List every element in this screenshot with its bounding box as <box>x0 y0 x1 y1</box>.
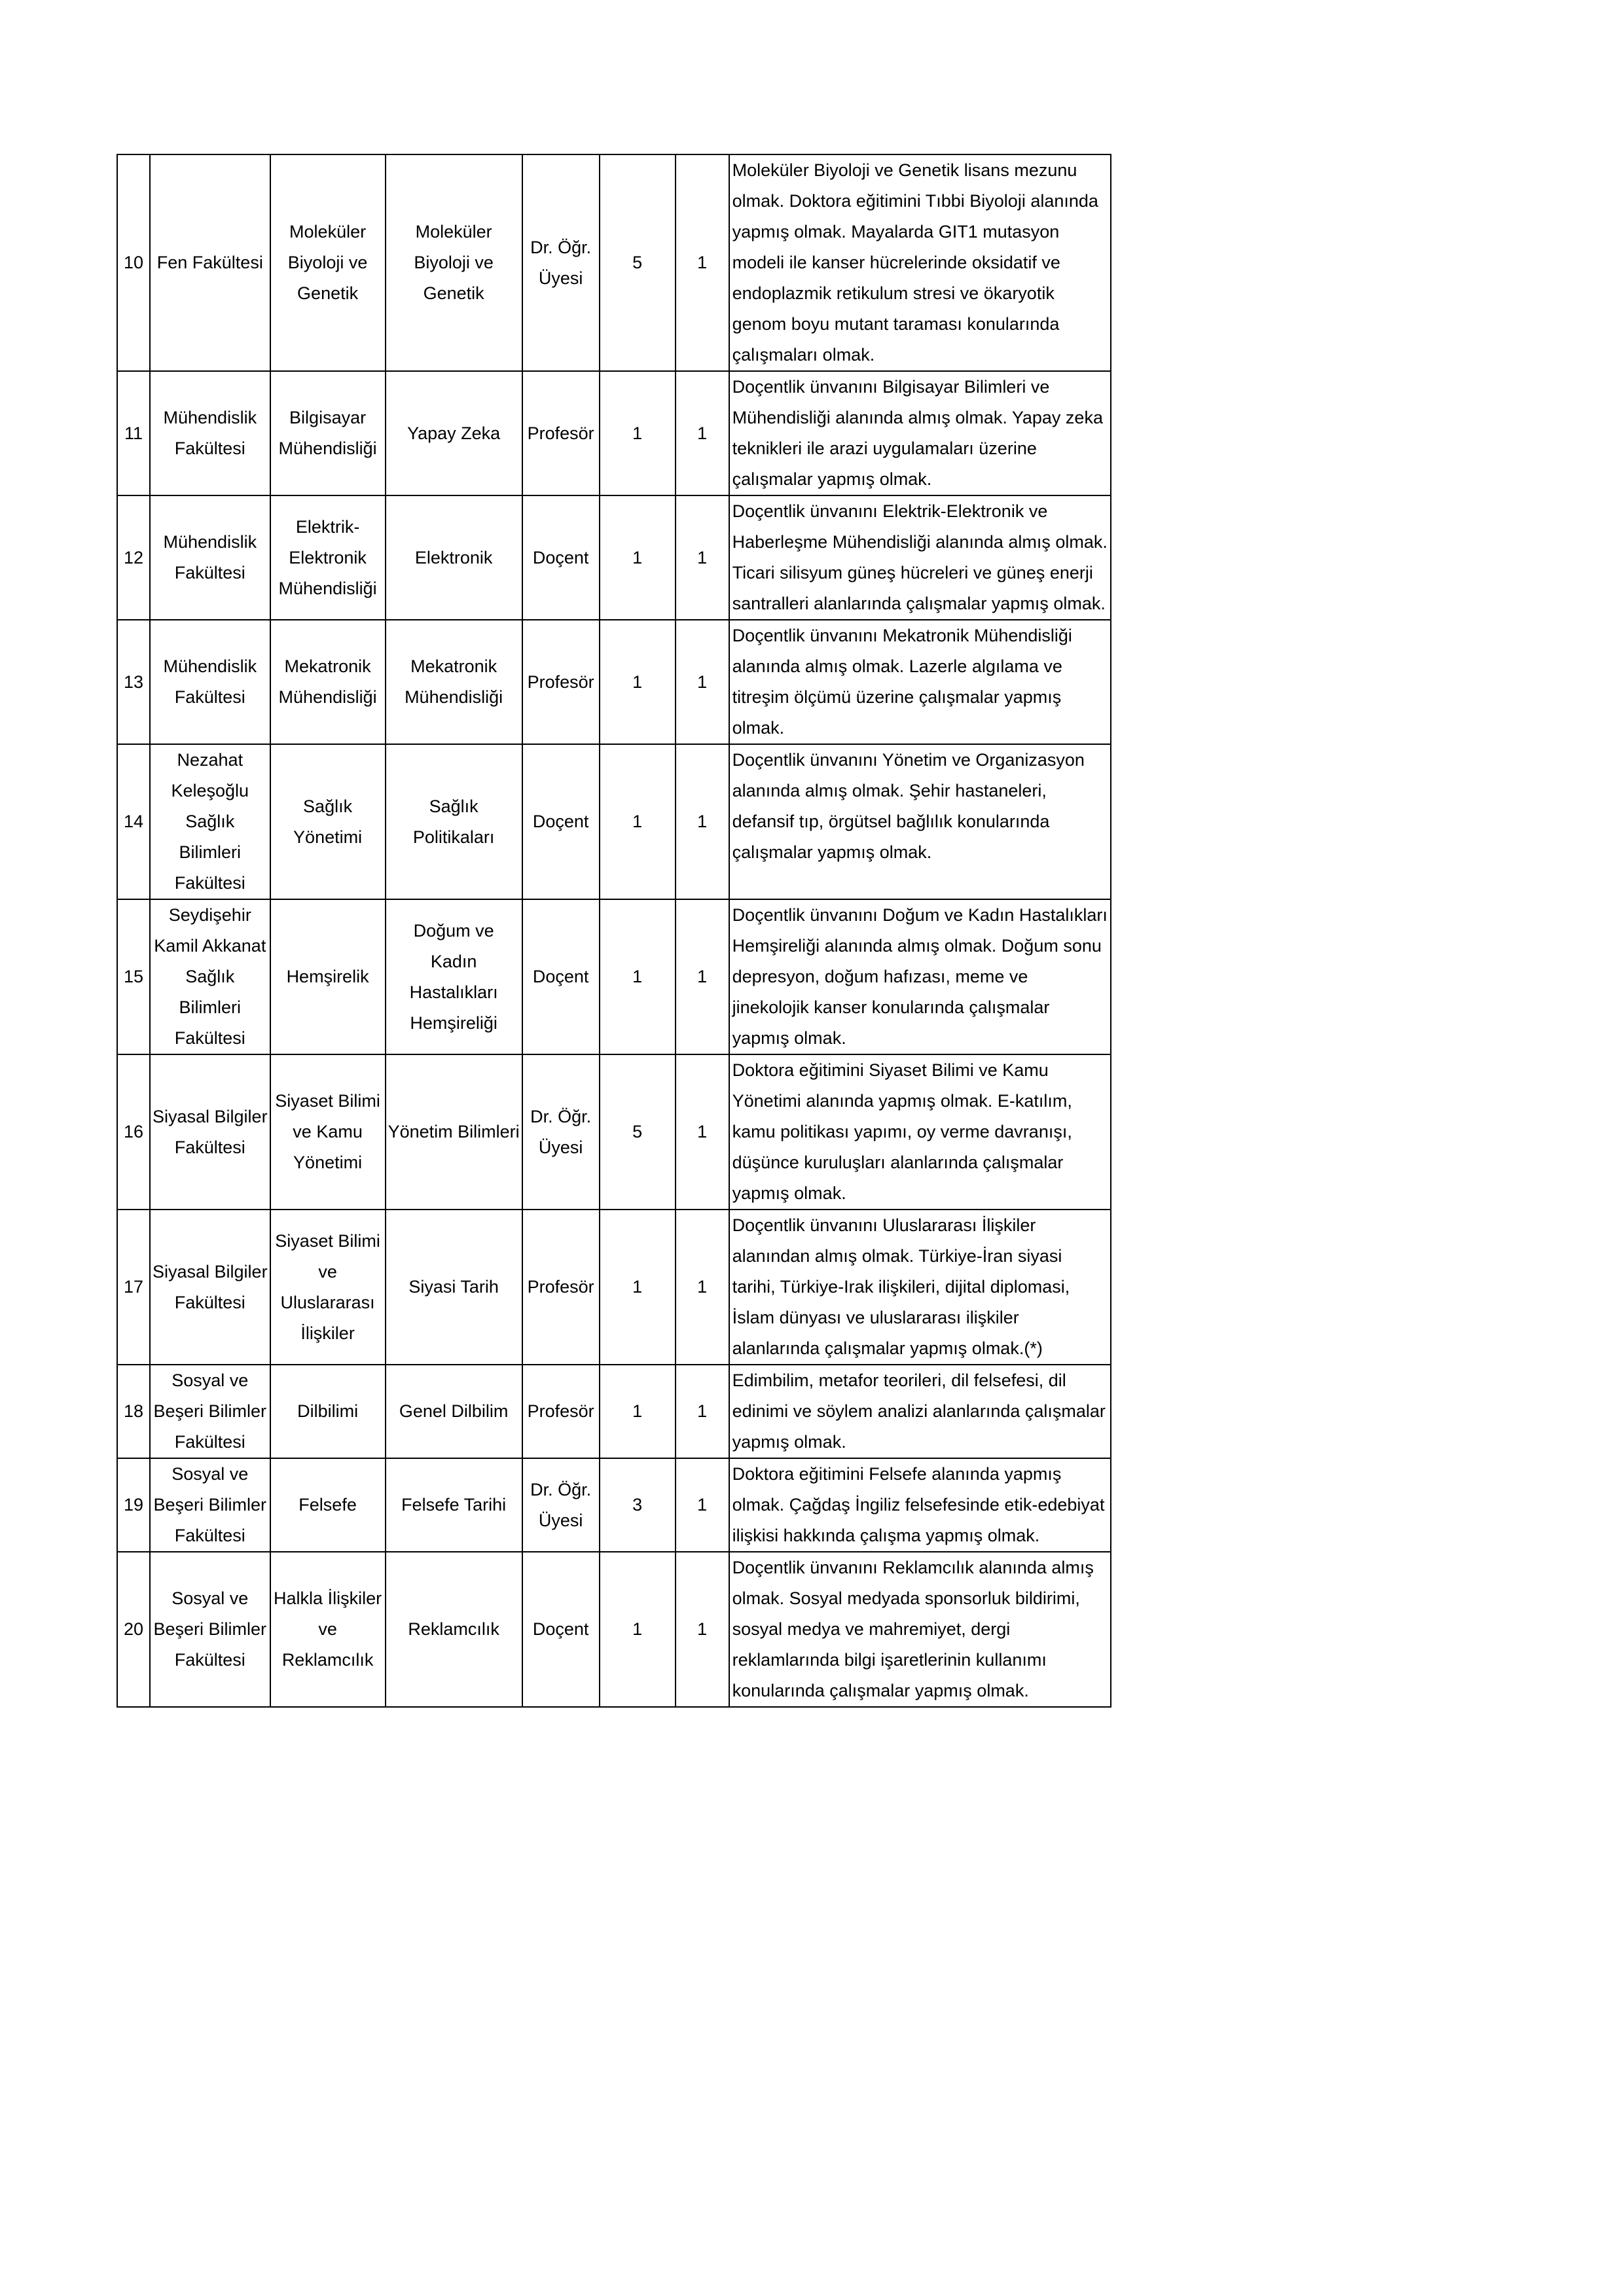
field-line: Kadın <box>430 951 477 971</box>
requirements-cell <box>729 620 1111 744</box>
faculty-line: Fakültesi <box>174 1526 245 1545</box>
field-cell <box>386 371 522 495</box>
table-row <box>117 371 1111 495</box>
academic-title-cell <box>522 371 600 495</box>
requirements-line: alanından almış olmak. Türkiye-İran siyasi <box>732 1246 1062 1266</box>
requirements-line: Doçentlik ünvanını Bilgisayar Bilimleri ve <box>732 377 1050 397</box>
department-line: ve <box>318 1261 337 1282</box>
position-count-cell: 1 <box>676 1458 729 1552</box>
department-cell <box>270 1458 386 1552</box>
academic-title-line: Profesör <box>527 423 594 443</box>
requirements-line: yapmış olmak. Mayalarda GIT1 mutasyon <box>732 222 1060 242</box>
department-line: Mühendisliği <box>278 687 377 707</box>
academic-title-line: Doçent <box>532 812 589 831</box>
field-cell <box>386 744 522 899</box>
department-line: Yönetimi <box>293 1153 363 1172</box>
faculty-line: Kamil Akkanat <box>154 936 266 956</box>
department-cell <box>270 620 386 744</box>
faculty-line: Keleşoğlu <box>171 781 249 800</box>
department-cell <box>270 154 386 371</box>
faculty-line: Fakültesi <box>174 1028 245 1048</box>
field-cell <box>386 495 522 620</box>
requirements-line: depresyon, doğum hafızası, meme ve <box>732 967 1028 986</box>
row-number-cell: 18 <box>117 1365 150 1458</box>
academic-title-cell <box>522 744 600 899</box>
requirements-cell <box>729 1365 1111 1458</box>
faculty-line: Sosyal ve <box>171 1464 249 1484</box>
faculty-cell <box>150 495 270 620</box>
faculty-line: Mühendislik <box>163 656 257 676</box>
faculty-line: Mühendislik <box>163 532 257 552</box>
degree-cell: 3 <box>600 1458 676 1552</box>
requirements-line: Doçentlik ünvanını Mekatronik Mühendisliği <box>732 626 1072 645</box>
faculty-line: Fakültesi <box>174 873 245 893</box>
field-line: Politikaları <box>412 827 495 847</box>
degree-cell: 1 <box>600 1365 676 1458</box>
academic-title-cell <box>522 154 600 371</box>
row-number-cell: 14 <box>117 744 150 899</box>
faculty-line: Sosyal ve <box>171 1588 249 1608</box>
table-row <box>117 899 1111 1054</box>
degree-cell: 5 <box>600 154 676 371</box>
department-line: İlişkiler <box>300 1323 355 1343</box>
academic-title-line: Dr. Öğr. <box>530 1106 592 1126</box>
requirements-line: olmak. Doktora eğitimini Tıbbi Biyoloji alanında <box>732 191 1098 211</box>
requirements-line: endoplazmik retikulum stresi ve ökaryotik <box>732 283 1055 303</box>
department-line: Halkla İlişkiler <box>274 1588 382 1608</box>
requirements-cell <box>729 744 1111 899</box>
requirements-line: Hemşireliği alanında almış olmak. Doğum sonu <box>732 936 1102 956</box>
row-number-cell: 19 <box>117 1458 150 1552</box>
staff-positions-table <box>117 154 1111 1708</box>
field-line: Genetik <box>423 283 484 303</box>
requirements-line: konularında çalışmalar yapmış olmak. <box>732 1681 1029 1700</box>
row-number-cell: 20 <box>117 1552 150 1707</box>
faculty-line: Fakültesi <box>174 1137 245 1157</box>
requirements-line: teknikleri ile arazi uygulamaları üzerine <box>732 439 1037 458</box>
requirements-line: olmak. Sosyal medyada sponsorluk bildirimi, <box>732 1588 1080 1608</box>
faculty-line: Fakültesi <box>174 1650 245 1670</box>
requirements-line: yapmış olmak. <box>732 1028 846 1048</box>
requirements-line: santralleri alanlarında çalışmalar yapmış olmak. <box>732 594 1106 613</box>
field-line: Reklamcılık <box>408 1619 499 1639</box>
academic-title-line: Doçent <box>532 547 589 567</box>
faculty-line: Fakültesi <box>174 1432 245 1452</box>
department-line: Uluslararası <box>280 1292 375 1312</box>
degree-cell: 5 <box>600 1054 676 1210</box>
faculty-cell <box>150 1365 270 1458</box>
faculty-line: Siyasal Bilgiler <box>153 1106 268 1126</box>
requirements-line: Doçentlik ünvanını Reklamcılık alanında almış <box>732 1558 1094 1577</box>
field-cell <box>386 1365 522 1458</box>
requirements-cell <box>729 495 1111 620</box>
position-count-cell: 1 <box>676 1054 729 1210</box>
department-cell <box>270 495 386 620</box>
table-row <box>117 495 1111 620</box>
faculty-line: Fakültesi <box>174 439 245 458</box>
field-cell <box>386 1552 522 1707</box>
table-body <box>117 154 1111 1707</box>
faculty-cell <box>150 1210 270 1365</box>
faculty-line: Sağlık <box>185 812 235 831</box>
row-number-cell: 16 <box>117 1054 150 1210</box>
field-cell <box>386 1458 522 1552</box>
row-number-cell: 15 <box>117 899 150 1054</box>
field-line: Sağlık <box>429 796 478 816</box>
requirements-cell <box>729 1054 1111 1210</box>
requirements-line: kamu politikası yapımı, oy verme davranışı, <box>732 1122 1072 1141</box>
requirements-line: genom boyu mutant taraması konularında <box>732 314 1060 334</box>
faculty-line: Seydişehir <box>168 905 251 925</box>
row-number-cell: 12 <box>117 495 150 620</box>
table-row <box>117 744 1111 899</box>
field-line: Mekatronik <box>410 656 497 676</box>
faculty-cell <box>150 1458 270 1552</box>
faculty-line: Fakültesi <box>174 687 245 707</box>
department-line: Bilgisayar <box>289 408 367 427</box>
requirements-line: yapmış olmak. <box>732 1432 846 1452</box>
requirements-line: alanlarında çalışmalar yapmış olmak.(*) <box>732 1338 1043 1358</box>
field-cell <box>386 899 522 1054</box>
academic-title-cell <box>522 495 600 620</box>
academic-title-cell <box>522 1365 600 1458</box>
faculty-line: Bilimleri <box>179 997 242 1017</box>
requirements-line: çalışmalar yapmış olmak. <box>732 842 932 862</box>
requirements-line: reklamlarında bilgi işaretlerinin kullanımı <box>732 1650 1047 1670</box>
degree-cell: 1 <box>600 899 676 1054</box>
department-cell <box>270 899 386 1054</box>
field-cell <box>386 620 522 744</box>
department-line: Siyaset Bilimi <box>275 1091 380 1111</box>
requirements-line: Moleküler Biyoloji ve Genetik lisans mezunu <box>732 160 1077 180</box>
degree-cell: 1 <box>600 371 676 495</box>
faculty-cell <box>150 620 270 744</box>
requirements-cell <box>729 154 1111 371</box>
department-line: Felsefe <box>298 1495 357 1515</box>
faculty-line: Mühendislik <box>163 408 257 427</box>
requirements-line: Edimbilim, metafor teorileri, dil felsefesi, dil <box>732 1371 1066 1390</box>
degree-cell: 1 <box>600 744 676 899</box>
department-line: Biyoloji ve <box>287 253 368 272</box>
requirements-cell <box>729 371 1111 495</box>
department-line: Dilbilimi <box>297 1401 359 1421</box>
faculty-line: Beşeri Bilimler <box>153 1495 267 1515</box>
faculty-cell <box>150 1552 270 1707</box>
requirements-line: Mühendisliği alanında almış olmak. Yapay zeka <box>732 408 1103 427</box>
requirements-line: sosyal medya ve mahremiyet, dergi <box>732 1619 1011 1639</box>
position-count-cell: 1 <box>676 1365 729 1458</box>
requirements-line: jinekolojik kanser konularında çalışmalar <box>732 997 1050 1017</box>
position-count-cell: 1 <box>676 1210 729 1365</box>
table-row <box>117 1552 1111 1707</box>
table-row <box>117 620 1111 744</box>
requirements-line: Haberleşme Mühendisliği alanında almış olmak. <box>732 532 1108 552</box>
department-line: Mühendisliği <box>278 578 377 598</box>
academic-title-line: Profesör <box>527 1401 594 1421</box>
department-cell <box>270 744 386 899</box>
requirements-line: İslam dünyası ve uluslararası ilişkiler <box>732 1308 1019 1327</box>
academic-title-cell <box>522 1054 600 1210</box>
position-count-cell: 1 <box>676 154 729 371</box>
requirements-line: ilişkisi hakkında çalışma yapmış olmak. <box>732 1526 1040 1545</box>
requirements-line: çalışmalar yapmış olmak. <box>732 469 932 489</box>
faculty-line: Fakültesi <box>174 1292 245 1312</box>
faculty-cell <box>150 1054 270 1210</box>
requirements-line: alanında almış olmak. Lazerle algılama ve <box>732 656 1062 676</box>
academic-title-line: Üyesi <box>538 1137 583 1157</box>
table-row <box>117 1210 1111 1365</box>
requirements-line: edinimi ve söylem analizi alanlarında çalışmalar <box>732 1401 1106 1421</box>
requirements-line: Doktora eğitimini Felsefe alanında yapmış <box>732 1464 1062 1484</box>
requirements-line: çalışmaları olmak. <box>732 345 875 365</box>
position-count-cell: 1 <box>676 495 729 620</box>
academic-title-line: Üyesi <box>538 1510 583 1530</box>
department-line: Hemşirelik <box>286 967 369 986</box>
requirements-line: yapmış olmak. <box>732 1183 846 1203</box>
department-cell <box>270 1054 386 1210</box>
department-cell <box>270 1365 386 1458</box>
requirements-line: olmak. <box>732 718 785 738</box>
field-cell <box>386 154 522 371</box>
requirements-line: titreşim ölçümü üzerine çalışmalar yapmış <box>732 687 1062 707</box>
faculty-line: Bilimleri <box>179 842 242 862</box>
faculty-cell <box>150 154 270 371</box>
academic-title-line: Profesör <box>527 672 594 692</box>
academic-title-line: Dr. Öğr. <box>530 237 592 257</box>
academic-title-line: Profesör <box>527 1277 594 1297</box>
table-row <box>117 1054 1111 1210</box>
field-line: Hastalıkları <box>409 982 498 1002</box>
position-count-cell: 1 <box>676 1552 729 1707</box>
field-cell <box>386 1054 522 1210</box>
requirements-cell <box>729 899 1111 1054</box>
requirements-line: Doçentlik ünvanını Elektrik-Elektronik ve <box>732 501 1048 521</box>
department-line: ve <box>318 1619 337 1639</box>
field-line: Genel Dilbilim <box>399 1401 509 1421</box>
department-line: Siyaset Bilimi <box>275 1230 380 1251</box>
degree-cell: 1 <box>600 495 676 620</box>
position-count-cell: 1 <box>676 371 729 495</box>
field-line: Moleküler <box>415 222 492 242</box>
academic-title-cell <box>522 1458 600 1552</box>
academic-title-line: Üyesi <box>538 268 583 288</box>
academic-title-cell <box>522 899 600 1054</box>
academic-title-cell <box>522 620 600 744</box>
degree-cell: 1 <box>600 1210 676 1365</box>
table-row <box>117 1458 1111 1552</box>
department-line: Elektronik <box>289 547 367 567</box>
faculty-line: Siyasal Bilgiler <box>153 1261 268 1282</box>
faculty-line: Nezahat <box>177 750 244 770</box>
academic-title-cell <box>522 1210 600 1365</box>
department-line: Genetik <box>297 283 359 303</box>
faculty-line: Fakültesi <box>174 563 245 583</box>
department-line: Yönetimi <box>293 827 363 847</box>
field-cell <box>386 1210 522 1365</box>
requirements-line: düşünce kuruluşları alanlarında çalışmalar <box>732 1153 1064 1172</box>
field-line: Doğum ve <box>413 920 494 941</box>
requirements-line: olmak. Çağdaş İngiliz felsefesinde etik-edebiyat <box>732 1495 1105 1515</box>
row-number-cell: 17 <box>117 1210 150 1365</box>
requirements-line: Doçentlik ünvanını Doğum ve Kadın Hastalıkları <box>732 905 1108 925</box>
field-line: Felsefe Tarihi <box>401 1495 507 1515</box>
field-line: Hemşireliği <box>410 1013 497 1033</box>
requirements-cell <box>729 1458 1111 1552</box>
department-cell <box>270 1210 386 1365</box>
row-number-cell: 11 <box>117 371 150 495</box>
faculty-cell <box>150 744 270 899</box>
field-line: Elektronik <box>414 547 493 567</box>
field-line: Yapay Zeka <box>407 423 501 443</box>
row-number-cell: 10 <box>117 154 150 371</box>
faculty-line: Beşeri Bilimler <box>153 1619 267 1639</box>
field-line: Siyasi Tarih <box>408 1277 499 1297</box>
department-line: Mekatronik <box>284 656 371 676</box>
department-line: Reklamcılık <box>281 1650 374 1670</box>
degree-cell: 1 <box>600 1552 676 1707</box>
requirements-line: Doktora eğitimini Siyaset Bilimi ve Kamu <box>732 1060 1049 1080</box>
table-row <box>117 154 1111 371</box>
department-cell <box>270 1552 386 1707</box>
requirements-line: Doçentlik ünvanını Yönetim ve Organizasyon <box>732 750 1085 770</box>
academic-title-line: Doçent <box>532 1619 589 1639</box>
field-line: Mühendisliği <box>405 687 503 707</box>
degree-cell: 1 <box>600 620 676 744</box>
department-line: ve Kamu <box>293 1122 363 1141</box>
department-cell <box>270 371 386 495</box>
requirements-line: Yönetimi alanında yapmış olmak. E-katılım, <box>732 1091 1072 1111</box>
faculty-line: Sosyal ve <box>171 1371 249 1390</box>
academic-title-line: Doçent <box>532 967 589 986</box>
position-count-cell: 1 <box>676 744 729 899</box>
department-line: Elektrik- <box>295 516 360 537</box>
requirements-line: alanında almış olmak. Şehir hastaneleri, <box>732 781 1047 800</box>
department-line: Mühendisliği <box>278 439 377 458</box>
table-row <box>117 1365 1111 1458</box>
requirements-line: Doçentlik ünvanını Uluslararası İlişkiler <box>732 1215 1036 1235</box>
row-number-cell: 13 <box>117 620 150 744</box>
requirements-cell <box>729 1210 1111 1365</box>
requirements-line: tarihi, Türkiye-Irak ilişkileri, dijital diplomasi, <box>732 1277 1070 1297</box>
field-line: Yönetim Bilimleri <box>388 1122 520 1141</box>
faculty-line: Sağlık <box>185 967 235 986</box>
requirements-line: defansif tıp, örgütsel bağlılık konularında <box>732 812 1050 831</box>
department-line: Moleküler <box>289 222 367 242</box>
faculty-cell <box>150 899 270 1054</box>
requirements-cell <box>729 1552 1111 1707</box>
faculty-line: Beşeri Bilimler <box>153 1401 267 1421</box>
academic-title-line: Dr. Öğr. <box>530 1479 592 1499</box>
field-line: Biyoloji ve <box>414 253 494 272</box>
faculty-line: Fen Fakültesi <box>156 253 263 272</box>
department-line: Sağlık <box>303 796 353 816</box>
faculty-cell <box>150 371 270 495</box>
position-count-cell: 1 <box>676 620 729 744</box>
requirements-line: Ticari silisyum güneş hücreleri ve güneş enerji <box>732 563 1093 583</box>
academic-title-cell <box>522 1552 600 1707</box>
requirements-line: modeli ile kanser hücrelerinde oksidatif ve <box>732 253 1060 272</box>
position-count-cell: 1 <box>676 899 729 1054</box>
